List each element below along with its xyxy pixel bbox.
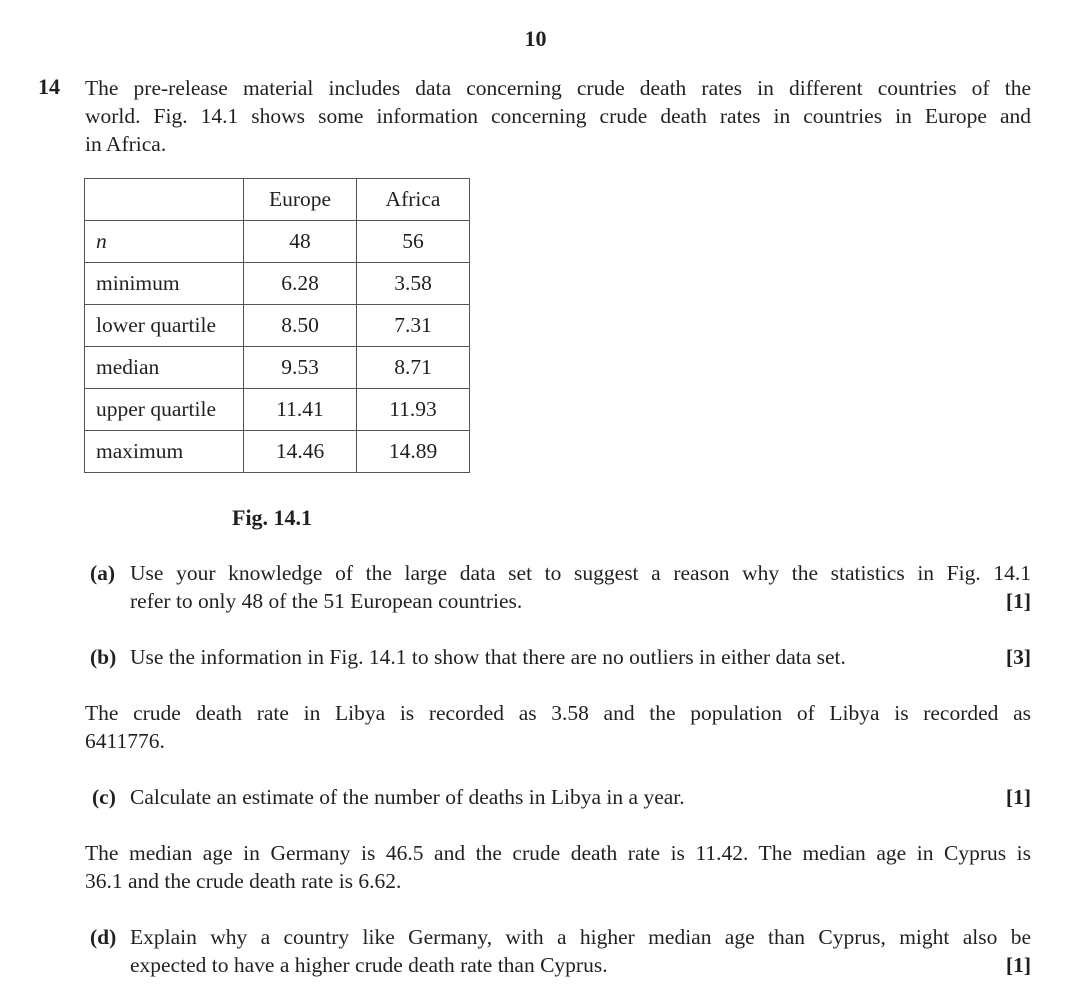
statistics-table: [84, 178, 470, 473]
part-a-marks: [1]: [1005, 589, 1031, 613]
part-b-text: Use the information in Fig. 14.1 to show that there are no outliers in either data set.: [130, 645, 846, 669]
part-d-label: (d): [90, 925, 117, 949]
part-a-label: (a): [90, 561, 116, 585]
table-row: [85, 263, 470, 305]
germany-line-2: 36.1 and the crude death rate is 6.62.: [85, 869, 402, 893]
part-c-text: Calculate an estimate of the number of deaths in Libya in a year.: [130, 785, 685, 809]
table-row: [85, 389, 470, 431]
africa-value: 14.89: [357, 431, 470, 473]
libya-line-2: 6411776.: [85, 729, 165, 753]
africa-value: 11.93: [357, 389, 470, 431]
part-b-marks: [3]: [1005, 645, 1031, 669]
row-label: median: [85, 347, 244, 389]
row-label: upper quartile: [85, 389, 244, 431]
part-d-marks: [1]: [1005, 953, 1031, 977]
europe-value: 6.28: [244, 263, 357, 305]
part-a-line-1: Use your knowledge of the large data set to suggest a reason why the statistics in Fig. 14.1: [130, 561, 1031, 585]
part-d-line-2: expected to have a higher crude death rate than Cyprus.: [130, 953, 608, 977]
table-header-africa: Africa: [357, 179, 470, 221]
europe-value: 14.46: [244, 431, 357, 473]
europe-value: 11.41: [244, 389, 357, 431]
intro-line-3: in Africa.: [85, 132, 167, 156]
africa-value: 7.31: [357, 305, 470, 347]
row-label: n: [85, 221, 244, 263]
table-row: [85, 347, 470, 389]
africa-value: 3.58: [357, 263, 470, 305]
europe-value: 48: [244, 221, 357, 263]
africa-value: 56: [357, 221, 470, 263]
table-header-europe: Europe: [244, 179, 357, 221]
part-c-label: (c): [92, 785, 116, 809]
row-label: minimum: [85, 263, 244, 305]
libya-line-1: The crude death rate in Libya is recorded as 3.58 and the population of Libya is recorded as: [85, 701, 1031, 725]
figure-caption: Fig. 14.1: [232, 505, 313, 530]
row-label: lower quartile: [85, 305, 244, 347]
table-row: [85, 305, 470, 347]
question-number: 14: [38, 74, 60, 99]
part-b-label: (b): [90, 645, 117, 669]
intro-line-1: The pre-release material includes data concerning crude death rates in different countries of the: [85, 76, 1031, 100]
table-header-row: [85, 179, 470, 221]
part-a-line-2: refer to only 48 of the 51 European countries.: [130, 589, 523, 613]
europe-value: 8.50: [244, 305, 357, 347]
row-label: maximum: [85, 431, 244, 473]
africa-value: 8.71: [357, 347, 470, 389]
page-number: 10: [524, 26, 547, 51]
table-row: [85, 221, 470, 263]
europe-value: 9.53: [244, 347, 357, 389]
part-d-line-1: Explain why a country like Germany, with a higher median age than Cyprus, might also be: [130, 925, 1031, 949]
table-header-empty: [85, 179, 244, 221]
intro-line-2: world. Fig. 14.1 shows some information concerning crude death rates in countries in Europe and: [85, 104, 1031, 128]
germany-line-1: The median age in Germany is 46.5 and the crude death rate is 11.42. The median age in Cyprus is: [85, 841, 1031, 865]
table-row: [85, 431, 470, 473]
part-c-marks: [1]: [1005, 785, 1031, 809]
